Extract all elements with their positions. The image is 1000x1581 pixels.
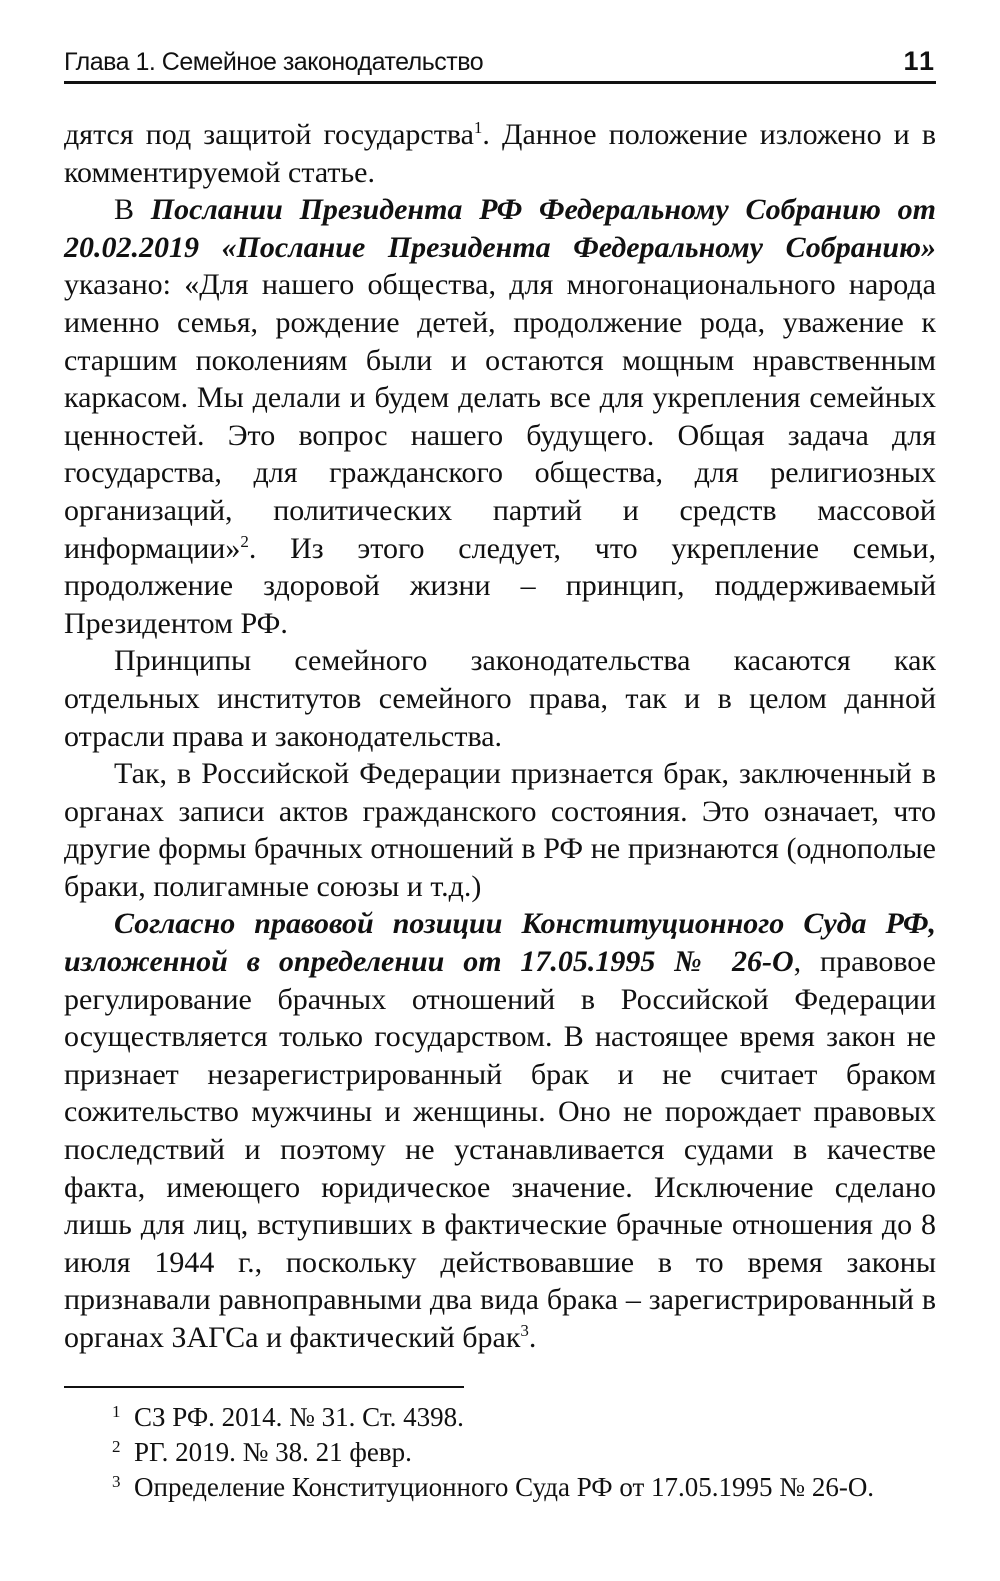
text-run: Так, в Российской Федерации признается брак, заключенный в органах записи актов гражданского состояния. Это означает, что другие формы брачных отношений в РФ не признаются (однополые браки, полигамные союзы и т.д.) <box>64 757 936 903</box>
text-run: дятся под защитой государства <box>64 118 474 151</box>
paragraph-2 <box>64 191 936 642</box>
paragraph-5 <box>64 905 936 1356</box>
footnote-ref-1: 1 <box>473 118 483 137</box>
emphasis-citation: Послании Президента РФ Федеральному Собранию от 20.02.2019 «Послание Президента Федеральному Собранию» <box>64 193 936 264</box>
footnote-mark: 1 <box>112 1402 121 1421</box>
text-run: В <box>114 193 151 227</box>
text-run: , правовое регулирование брачных отношений в Российской Федерации осуществляется только государством. В настоящее время закон не признает незарегистрированный брак и не считает браком сожительство мужчины и женщины. Оно не порождает правовых последствий и поэтому не устанавливается судами в качестве факта, имеющего юридическое значение. Исключение сделано лишь для лиц, вступивших в фактические брачные отношения до 8 июля 1944 г., поскольку действовавшие в то время законы признавали равноправными два вида брака – зарегистрированный в органах ЗАГСа и фактический брак <box>64 945 936 1354</box>
text-run: . <box>528 1321 537 1354</box>
running-header <box>64 40 936 84</box>
footnote-divider <box>64 1386 464 1388</box>
footnote-text: РГ. 2019. № 38. 21 февр. <box>134 1437 412 1467</box>
paragraph-4 <box>64 755 936 905</box>
main-text <box>64 116 936 1357</box>
footnote-ref-2: 2 <box>240 531 249 551</box>
paragraph-1 <box>64 116 936 191</box>
page-number: 11 <box>903 46 936 76</box>
text-run: указано: «Для нашего общества, для многонационального народа именно семья, рождение детей, продолжение рода, уважение к старшим поколениям были и остаются мощным нравственным каркасом. Мы делали и будем делать все для укрепления семейных ценностей. Это вопрос нашего будущего. Общая задача для государства, для гражданского общества, для религиозных организаций, политических партий и средств массовой информации» <box>64 268 936 565</box>
chapter-title: Глава 1. Семейное законодательство <box>64 48 484 76</box>
emphasis-citation: Согласно правовой позиции Конституционного Суда РФ, изложенной в определении от 17.05.1995 № 26-О <box>64 907 936 979</box>
footnote-mark: 3 <box>112 1472 121 1491</box>
paragraph-3 <box>64 642 936 755</box>
footnote-ref-3: 3 <box>520 1321 529 1340</box>
footnote-text: Определение Конституционного Суда РФ от 17.05.1995 № 26-О. <box>134 1472 875 1502</box>
footnote-2 <box>64 1435 936 1470</box>
footnote-mark: 2 <box>112 1437 121 1456</box>
text-run: Принципы семейного законодательства касаются как отдельных институтов семейного права, так и в целом данной отрасли права и законодательства. <box>64 644 936 753</box>
footnote-text: СЗ РФ. 2014. № 31. Ст. 4398. <box>134 1402 464 1432</box>
footnotes <box>64 1400 936 1505</box>
text-run: . Данное положение изложено и в комментируемой статье. <box>64 118 936 189</box>
footnote-1 <box>64 1400 936 1435</box>
footnote-3 <box>64 1470 936 1505</box>
text-run: . Из этого следует, что укрепление семьи, продолжение здоровой жизни – принцип, поддерживаемый Президентом РФ. <box>64 531 936 640</box>
